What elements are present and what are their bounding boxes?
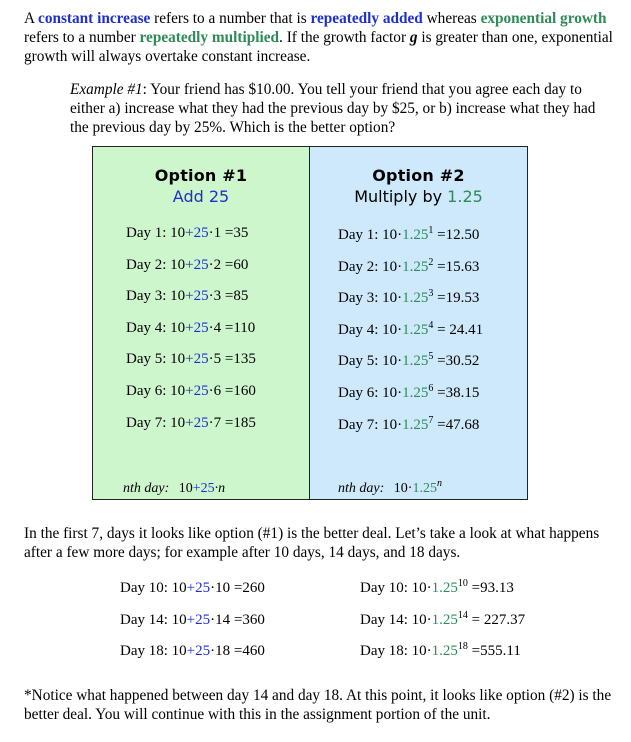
option1-nth-day <box>123 481 225 497</box>
day-label: Day 14: <box>360 611 412 628</box>
option2-row <box>338 319 484 339</box>
option2-row <box>338 414 480 434</box>
notice-paragraph: *Notice what happened between day 14 and day 18. At this point, it looks like option (#2) is the better deal. You will continue with this in the assignment portion of the unit. <box>24 687 612 723</box>
option2-subtitle-text: Multiply by <box>354 187 448 206</box>
term-a: 10· <box>382 258 403 275</box>
term-exp: 2 <box>428 256 434 268</box>
option2-header <box>310 166 527 206</box>
option1-row <box>126 225 248 242</box>
later-add-row <box>120 612 265 629</box>
term-a: 10 <box>170 414 186 431</box>
nth-a: 10· <box>393 481 413 496</box>
term-a: 10 <box>170 256 186 273</box>
intro-text: refers to a number that is <box>150 10 311 27</box>
later-mul-row <box>360 580 514 597</box>
term-result: = 24.41 <box>433 321 484 338</box>
option2-row <box>338 227 479 244</box>
term-a: 10· <box>382 227 403 243</box>
nth-exp: n <box>436 478 442 489</box>
term-exp: 4 <box>428 319 434 331</box>
option1-row <box>126 383 256 400</box>
day-label: Day 4: <box>338 321 383 338</box>
term-result: =12.50 <box>433 227 480 243</box>
term-exp: 10 <box>457 578 468 589</box>
term-result: =93.13 <box>467 580 514 596</box>
day-label: Day 2: <box>338 258 383 275</box>
intro-text: refers to a number <box>24 29 140 46</box>
option1-row <box>126 415 256 432</box>
option1-column <box>93 147 310 499</box>
option2-row <box>338 353 479 370</box>
term-b: ·3 <box>208 288 222 305</box>
day-label: Day 18: <box>360 643 412 659</box>
day-label: Day 10: <box>360 580 412 596</box>
option1-row <box>126 257 248 274</box>
term-result: =360 <box>230 611 265 628</box>
term-a: 10 <box>171 611 187 628</box>
term-op: +25 <box>185 225 209 241</box>
term-op: +25 <box>185 383 209 399</box>
term-result: =85 <box>221 288 249 305</box>
term-result: =555.11 <box>467 643 521 659</box>
term-op: +25 <box>186 580 211 596</box>
option1-row <box>126 288 248 305</box>
term-base: 1.25 <box>402 290 429 307</box>
term-exp: 3 <box>428 288 434 300</box>
term-exp: 6 <box>428 383 434 394</box>
intro-text: . If the growth factor <box>279 29 410 46</box>
day-label: Day 5: <box>126 351 171 368</box>
term-result: =38.15 <box>433 385 480 401</box>
term-a: 10· <box>382 416 403 433</box>
option2-subtitle <box>310 187 527 206</box>
term-exp: 7 <box>428 414 434 426</box>
nth-label: nth day: <box>123 481 170 496</box>
term-result: =110 <box>221 319 256 336</box>
term-op: +25 <box>185 256 209 273</box>
term-result: =60 <box>221 256 249 273</box>
term-b: ·18 <box>210 643 231 659</box>
term-result: =47.68 <box>433 416 480 433</box>
term-exp: 5 <box>428 351 434 363</box>
option2-title: Option #2 <box>372 166 465 185</box>
day-label: Day 1: <box>338 227 383 243</box>
day-label: Day 6: <box>126 383 171 399</box>
term-a: 10· <box>382 290 403 307</box>
term-base: 1.25 <box>402 416 429 433</box>
term-b: ·5 <box>208 351 222 368</box>
term-result: =160 <box>221 383 256 399</box>
term-b: ·14 <box>210 611 231 628</box>
term-op: +25 <box>185 319 209 336</box>
comparison-table <box>92 146 528 500</box>
option1-title: Option #1 <box>154 166 248 185</box>
option1-header <box>93 166 309 206</box>
term-base: 1.25 <box>431 580 458 596</box>
term-base: 1.25 <box>402 227 429 243</box>
term-op: +25 <box>186 611 211 628</box>
nth-base: 1.25 <box>412 481 437 496</box>
term-b: ·6 <box>208 383 222 399</box>
day-label: Day 10: <box>120 580 172 596</box>
term-result: =30.52 <box>433 353 480 370</box>
option2-row <box>338 290 479 307</box>
term-a: 10· <box>382 321 403 338</box>
nth-a: 10 <box>178 481 193 496</box>
term-a: 10· <box>411 611 432 628</box>
later-mul-row <box>360 609 526 629</box>
later-mul-row <box>360 643 521 660</box>
term-exp: 1 <box>428 225 434 236</box>
term-exp: 14 <box>457 609 468 621</box>
term-op: +25 <box>185 351 209 368</box>
term-a: 10· <box>382 385 403 401</box>
term-a: 10 <box>170 383 186 399</box>
option2-column <box>310 147 527 499</box>
term-repeatedly-multiplied: repeatedly multiplied <box>139 29 280 46</box>
option2-subtitle-value: 1.25 <box>447 187 483 206</box>
term-result: = 227.37 <box>467 611 526 628</box>
day-label: Day 6: <box>338 385 383 401</box>
option2-row <box>338 256 480 276</box>
term-result: =35 <box>221 225 249 241</box>
term-result: =185 <box>221 414 256 431</box>
day-label: Day 3: <box>338 290 383 307</box>
term-op: +25 <box>185 414 209 431</box>
day-label: Day 7: <box>338 416 383 433</box>
example-paragraph <box>70 80 600 137</box>
day-label: Day 7: <box>126 414 171 431</box>
intro-paragraph <box>24 9 614 66</box>
term-a: 10· <box>382 353 403 370</box>
option1-row <box>126 351 256 368</box>
term-op: +25 <box>186 643 211 659</box>
intro-text: whereas <box>422 10 481 27</box>
day-label: Day 14: <box>120 611 172 628</box>
later-add-row <box>120 580 265 597</box>
term-base: 1.25 <box>431 643 458 659</box>
later-add-row <box>120 643 265 660</box>
option1-row <box>126 320 255 337</box>
term-a: 10 <box>170 351 186 368</box>
example-text: : Your friend has $10.00. You tell your friend that you agree each day to either a) increase what they had the previous day by $25, or b) increase what they had the previous day by 25%. Which is the better option? <box>70 81 596 136</box>
term-constant-increase: constant increase <box>38 10 151 27</box>
followup-paragraph: In the first 7, days it looks like option (#1) is the better deal. Let’s take a look at what happens after a few more days; for example after 10 days, 14 days, and 18 days. <box>24 525 600 561</box>
term-b: ·2 <box>208 256 222 273</box>
term-result: =460 <box>230 643 265 659</box>
term-exponential-growth: exponential growth <box>480 10 607 27</box>
term-a: 10· <box>411 580 432 596</box>
day-label: Day 1: <box>126 225 171 241</box>
option1-subtitle: Add 25 <box>172 187 230 206</box>
term-base: 1.25 <box>402 258 429 275</box>
option2-nth-day <box>338 478 442 497</box>
intro-text: is greater than one, exponential growth will always overtake constant increase. <box>24 29 613 65</box>
term-result: =135 <box>221 351 256 368</box>
term-a: 10 <box>170 288 186 305</box>
term-a: 10 <box>170 225 186 241</box>
term-b: ·1 <box>208 225 222 241</box>
day-label: Day 2: <box>126 256 171 273</box>
term-op: +25 <box>185 288 209 305</box>
term-repeatedly-added: repeatedly added <box>310 10 423 27</box>
day-label: Day 18: <box>120 643 172 659</box>
option2-row <box>338 385 479 402</box>
example-label: Example #1 <box>70 81 143 98</box>
term-exp: 18 <box>457 641 468 652</box>
term-result: =15.63 <box>433 258 480 275</box>
term-result: =19.53 <box>433 290 480 307</box>
nth-b: ·n <box>214 481 226 496</box>
term-base: 1.25 <box>402 353 429 370</box>
term-a: 10 <box>170 319 186 336</box>
term-base: 1.25 <box>402 321 429 338</box>
growth-factor-symbol: g <box>409 29 418 46</box>
intro-text: A <box>24 10 39 27</box>
term-b: ·4 <box>208 319 222 336</box>
nth-label: nth day: <box>338 481 385 496</box>
term-a: 10 <box>171 580 187 596</box>
term-base: 1.25 <box>431 611 458 628</box>
term-b: ·7 <box>208 414 222 431</box>
term-base: 1.25 <box>402 385 429 401</box>
day-label: Day 5: <box>338 353 383 370</box>
day-label: Day 4: <box>126 319 171 336</box>
term-result: =260 <box>230 580 265 596</box>
nth-op: +25 <box>192 481 215 496</box>
day-label: Day 3: <box>126 288 171 305</box>
term-b: ·10 <box>210 580 231 596</box>
term-a: 10· <box>411 643 432 659</box>
term-a: 10 <box>171 643 187 659</box>
